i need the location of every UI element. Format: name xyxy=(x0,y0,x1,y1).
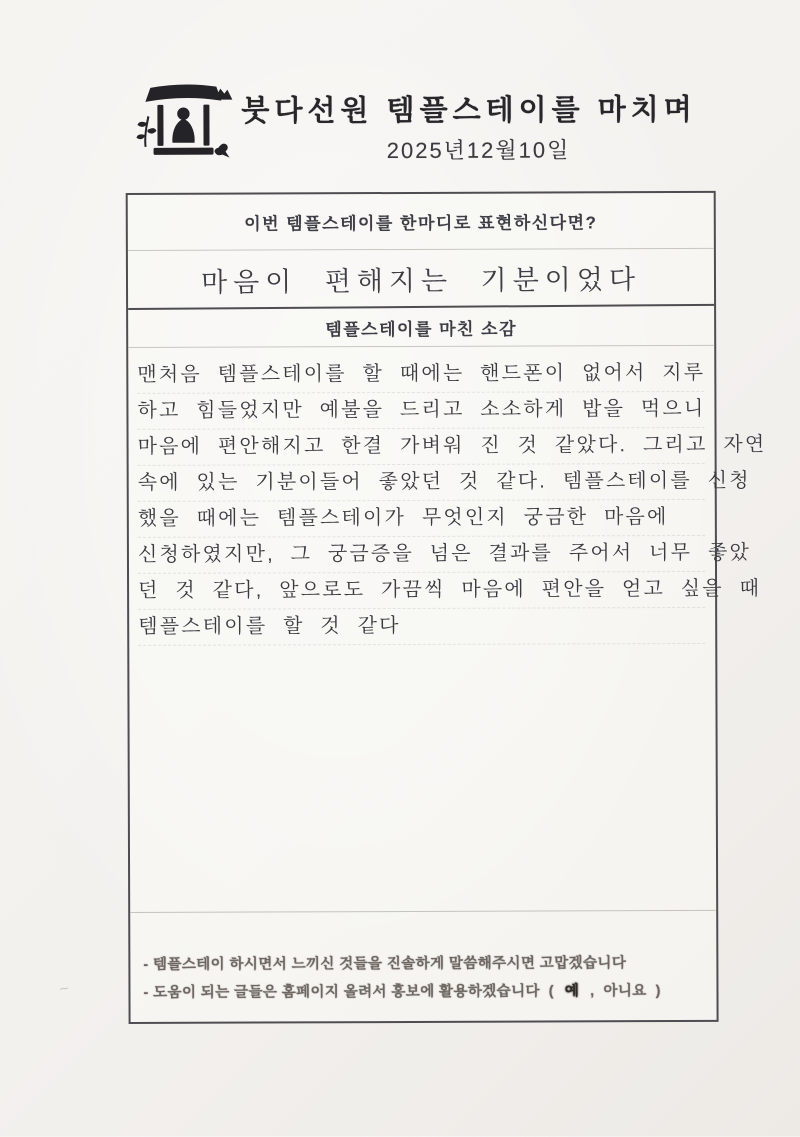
footer-notes xyxy=(130,911,716,1022)
essay-area xyxy=(128,346,767,913)
consent-option-no: 아니요 xyxy=(603,983,647,1000)
footer-note-2 xyxy=(143,977,704,1007)
page-title: 붓다선원 템플스테이를 마치며 xyxy=(241,93,697,128)
section-title: 템플스테이를 마친 소감 xyxy=(128,307,714,348)
consent-comma: , xyxy=(590,983,595,1000)
essay-line: 맨처음 템플스테이를 할 때에는 핸드폰이 없어서 지루 xyxy=(137,356,704,394)
consent-open-paren: ( xyxy=(548,983,555,1000)
consent-option-yes: 예 xyxy=(564,983,580,1000)
temple-logo-icon xyxy=(134,75,234,167)
feedback-form-box xyxy=(126,191,767,1024)
consent-close-paren: ) xyxy=(655,983,661,1000)
essay-line: 하고 힘들었지만 예불을 드리고 소소하게 밥을 먹으니 xyxy=(137,392,704,430)
essay-line: 했을 때에는 템플스테이가 무엇인지 궁금한 마음에 xyxy=(138,500,705,538)
stray-pencil-mark: ~ xyxy=(57,980,71,999)
footer-note-2-text: - 도움이 되는 글들은 홈페이지 올려서 홍보에 활용하겠습니다 xyxy=(143,983,540,1001)
page-date: 2025년12월10일 xyxy=(386,137,571,164)
essay-line: 마음에 편안해지고 한결 가벼워 진 것 같았다. 그리고 자연 xyxy=(138,428,705,466)
footer-note-1: - 템플스테이 하시면서 느끼신 것들을 진솔하게 말씀해주시면 고맙겠습니다 xyxy=(143,955,627,973)
essay-line: 속에 있는 기분이들어 좋았던 것 같다. 템플스테이를 신청 xyxy=(138,464,705,502)
essay-line: 던 것 같다, 앞으로도 가끔씩 마음에 편안을 얻고 싶을 때 xyxy=(138,572,705,610)
handwritten-answer: 마음이 편해지는 기분이었다 xyxy=(128,248,714,310)
question-label: 이번 템플스테이를 한마디로 표현하신다면? xyxy=(128,193,714,251)
essay-line: 템플스테이를 할 것 같다 xyxy=(138,608,705,646)
essay-line: 신청하였지만, 그 궁금증을 넘은 결과를 주어서 너무 좋았 xyxy=(138,536,705,574)
